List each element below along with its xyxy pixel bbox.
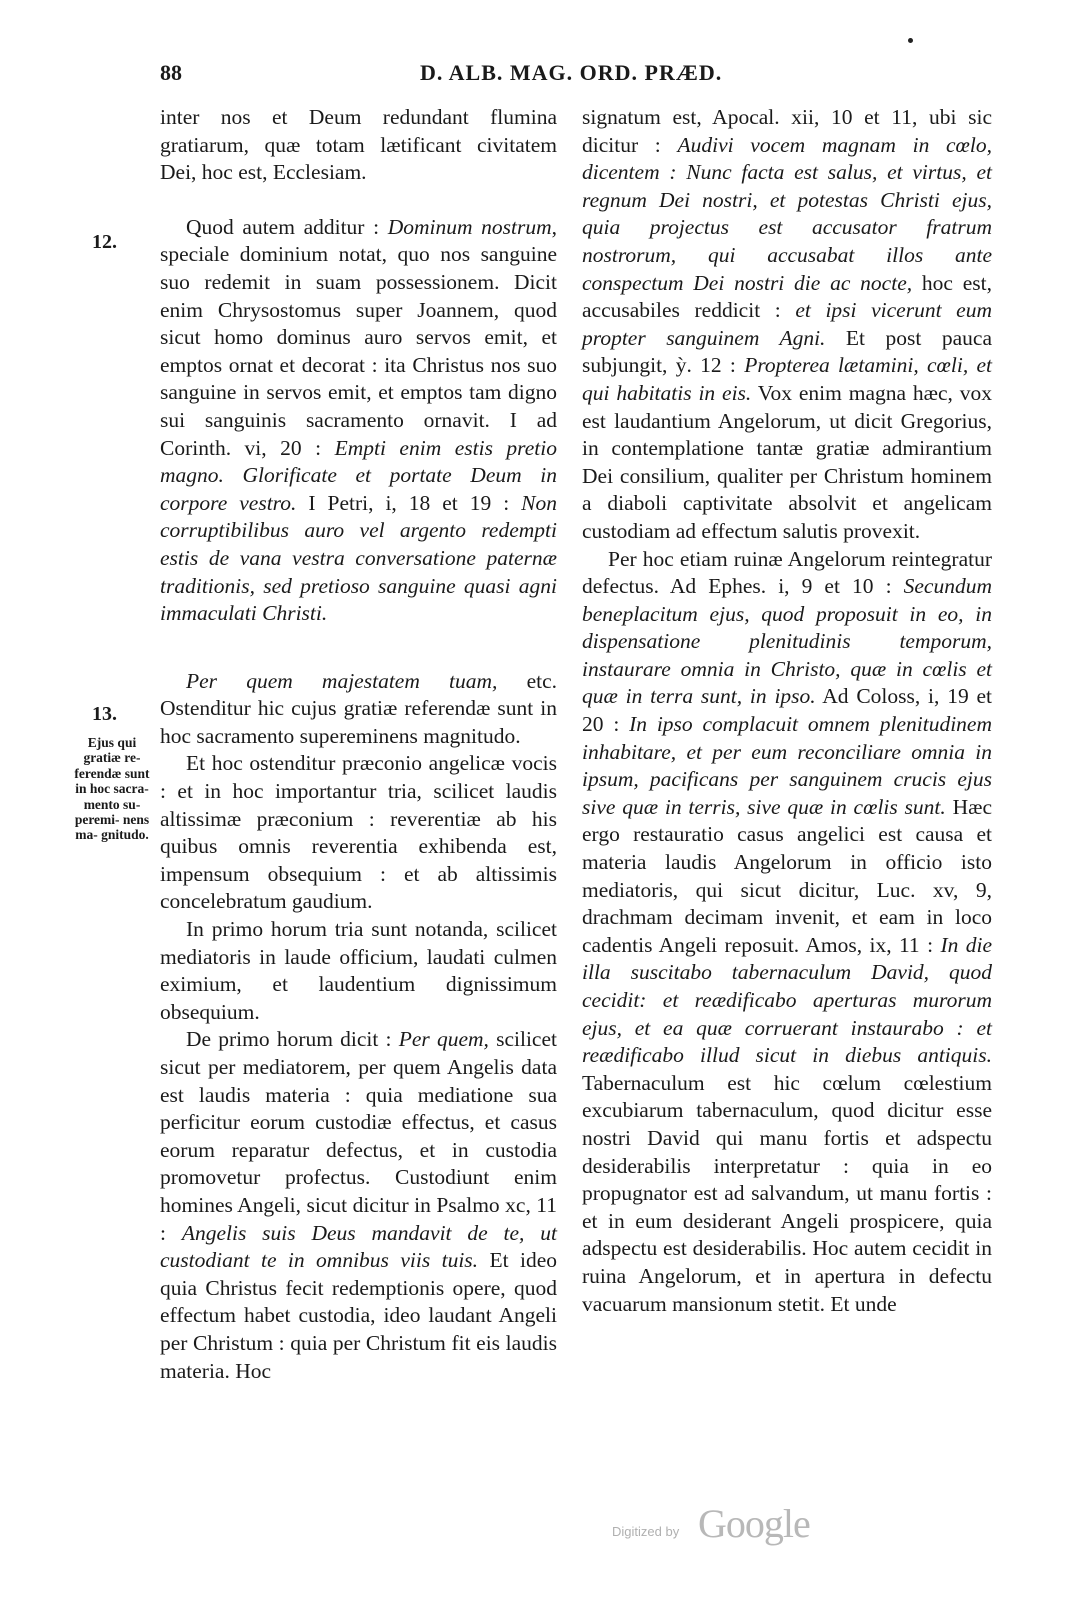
left-paragraph-5: In primo horum tria sunt notanda, scilicet mediatoris in laude officium, laudati culmen eximium, et laudentium dignissimum obsequium. — [160, 917, 557, 1024]
google-logo: Google — [698, 1501, 810, 1546]
right-paragraph-1: signatum est, Apocal. xii, 10 et 11, ubi sic dicitur : Audivi vocem magnam in cœlo, dicentem : Nunc facta est salus, et virtus, et regnum Dei nostri, et potestas Christi ejus, quia projectus est accusator fratrum nostrorum, qui accusabat illos ante conspectum Dei nostri die ac nocte, hoc est, accusabiles reddicit : et ipsi vicerunt eum propter sanguinem Agni. Et post pauca subjungit, ỳ. 12 : Propterea lætamini, cœli, et qui habitatis in eis. Vox enim magna hæc, vox est laudantium Angelorum, ut dicit Gregorius, in contemplatione tantæ gratiæ admirantium Dei consilium, qualiter per Christum hominem a diaboli captivitate absolvit et angelicam custodiam ad effectum salutis provexit. — [582, 105, 993, 543]
right-column — [582, 104, 992, 1318]
left-paragraph-2: Quod autem additur : Dominum nostrum, speciale dominium notat, quo nos sanguine suo redemit in suam possessionem. Dicit enim Chrysostomus super Joannem, quod sicut homo dominus auro servos emit, et emptos ornat et decorat : ita Christus nos suo sanguine in servos emit, et emptos tam digno sui sanguinis sacramento ornavit. I ad Corinth. vi, 20 : Empti enim estis pretio magno. Glorificate et portate Deum in corpore vestro. I Petri, i, 18 et 19 : Non corruptibilibus auro vel argento redempti estis de vana vestra conversatione paternæ traditionis, sed pretioso sanguine quasi agni immaculati Christi. — [160, 214, 557, 626]
margin-number-12: 12. — [92, 231, 117, 253]
margin-number-13: 13. — [92, 703, 117, 725]
left-paragraph-1: inter nos et Deum redundant flumina gratiarum, quæ totam lætificant civitatem Dei, hoc est, Ecclesiam. — [160, 105, 557, 185]
right-paragraph-2: Per hoc etiam ruinæ Angelorum reintegratur defectus. Ad Ephes. i, 9 et 10 : Secundum beneplacitum ejus, quod proposuit in eo, in dispensatione plenitudinis temporum, instaurare omnia in Christo, quæ in cœlis et quæ in terra sunt, in ipso. Ad Coloss, i, 19 et 20 : In ipso complacuit omnem plenitudinem inhabitare, et per eum reconciliare omnia in ipsum, pacificans per sanguinem crucis ejus sive quæ in terris, sive quæ in cœlis sunt. Hæc ergo restauratio casus angelici est causa et materia laudis Angelorum in officio isto mediatoris, qui sicut dicitur, Luc. xv, 9, drachmam decimam invenit, et eam in loco cadentis Angeli reposuit. Amos, ix, 11 : In die illa suscitabo tabernaculum David, quod cecidit: et reædificabo aperturas murorum ejus, et ea quæ corruerant instaurabo : et reædificabo illud sicut in diebus antiquis. Tabernaculum est hic cœlum cœlestium excubiarum tabernaculum, quod dicitur esse nostri David qui manu fortis et adspectu desiderabilis interpretatur : quia in eo propugnator est ad salvandum, ut manu fortis : et in eum desiderant Angeli prospicere, quia adspectu est desiderabilis. Hoc autem cecidit in ruina Angelorum, et in apertura in defectu vacuarum mansionum stetit. Et unde — [582, 546, 992, 1316]
page-header — [0, 60, 1077, 94]
margin-note-13: Ejus qui gratiæ re- ferendæ sunt in hoc sacra- mento su- peremi- nens ma- gnitudo. — [74, 735, 150, 843]
ink-dot — [908, 38, 913, 43]
left-paragraph-4: Et hoc ostenditur præconio angelicæ vocis : et in hoc importantur tria, scilicet laudis altissimæ præconium : reverentiæ ab his quibus omnis reverentia exhibenda est, impensum obsequium : et ab altissimis concelebratum gaudium. — [160, 751, 557, 914]
left-paragraph-3: Per quem majestatem tuam, etc. Ostenditur hic cujus gratiæ referendæ sunt in hoc sacramento supereminens magnitudo. — [160, 668, 558, 748]
digitized-by-label: Digitized by — [612, 1524, 680, 1539]
page-number: 88 — [160, 60, 182, 85]
digitized-watermark — [612, 1500, 912, 1550]
running-title: D. ALB. MAG. ORD. PRÆD. — [420, 60, 723, 85]
left-column — [160, 104, 557, 1385]
left-paragraph-6: De primo horum dicit : Per quem, scilicet sicut per mediatorem, per quem Angelis data est laudis materia : quia mediatione sua perficitur eorum custodiæ effectus, et casus eorum reparatur defectus, et in custodia promovetur profectus. Custodiunt enim homines Angeli, sicut dicitur in Psalmo xc, 11 : Angelis suis Deus mandavit de te, ut custodiant te in omnibus viis tuis. Et ideo quia Christus fecit redemptionis opere, quod effectum habet custodia, ideo laudant Angeli per Christum : quia per Christum fit eis laudis materia. Hoc — [160, 1027, 557, 1383]
